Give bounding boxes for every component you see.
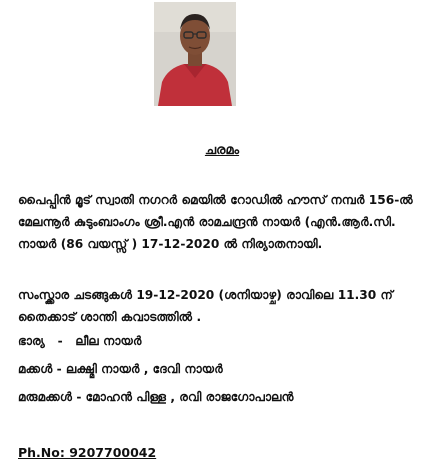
phone-number: Ph.No: 9207700042	[18, 445, 157, 460]
spouse-line: ഭാര്യ - ലീല നായർ	[18, 334, 142, 348]
portrait-image	[154, 2, 236, 106]
obituary-paragraph: പൈപ്പിൻ മൂട് സ്വാതി നഗറർ മെയിൽ റോഡിൽ ഹൗസ് നമ്പർ 156-ൽ മേലന്നൂർ കുടുംബാംഗം ശ്രീ.എൻ രാമചന്ദ്രൻ നായർ (എൻ.ആർ.സി. നായർ (86 വയസ്സ് ) 17-12-2020 ൽ നിര്യാതനായി.	[18, 193, 413, 251]
in-laws-line: മരുമക്കൾ - മോഹൻ പിള്ള , രവി രാജഗോപാലൻ	[18, 390, 294, 404]
funeral-details-paragraph: സംസ്ക്കാര ചടങ്ങുകൾ 19-12-2020 (ശനിയാഴ്ച) രാവിലെ 11.30 ന് തൈക്കാട് ശാന്തി കവാടത്തിൽ .	[18, 288, 393, 324]
portrait-photo	[154, 2, 236, 106]
children-line: മക്കൾ - ലക്ഷ്മി നായർ , ദേവി നായർ	[18, 362, 223, 376]
page-title: ചരമം	[204, 143, 240, 158]
